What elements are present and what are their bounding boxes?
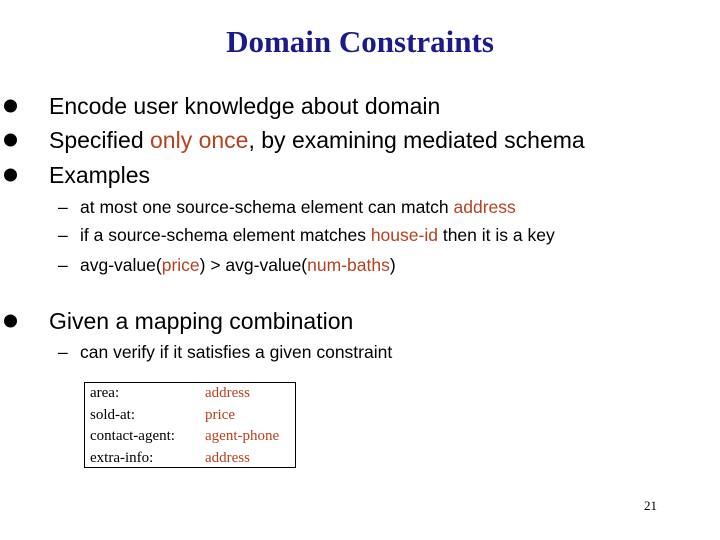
dash-marker: –: [58, 341, 68, 362]
mapping-source: sold-at:: [90, 406, 135, 423]
slide-title: Domain Constraints: [226, 24, 494, 59]
mapping-source: contact-agent:: [90, 428, 175, 444]
mapping-row: [85, 405, 295, 427]
mapping-combination-box: [84, 382, 296, 468]
bullet-dot-icon: [4, 100, 17, 113]
bullet-text: Encode user knowledge about domain: [49, 92, 441, 119]
example-text: at most one source-schema element can match address: [80, 196, 516, 217]
bullet-dot-icon: [4, 315, 17, 328]
mapping-target: price: [205, 406, 235, 423]
dash-marker: –: [58, 254, 68, 275]
sub-text: can verify if it satisfies a given constraint: [80, 341, 393, 362]
mapping-source: area:: [90, 385, 120, 401]
mapping-row: [85, 426, 295, 448]
mapping-target: address: [205, 449, 250, 466]
highlight-only-once: only once: [150, 126, 249, 153]
mapping-target: agent-phone: [205, 428, 280, 444]
dash-marker: –: [58, 224, 68, 245]
dash-marker: –: [58, 196, 68, 217]
bullet-text: Examples: [49, 161, 150, 188]
example-text: if a source-schema element matches house-id then it is a key: [80, 224, 555, 245]
mapping-row: [85, 383, 295, 405]
mapping-source: extra-info:: [90, 449, 154, 466]
example-text: avg-value(price) > avg-value(num-baths): [80, 254, 396, 275]
bullet-dot-icon: [4, 134, 17, 147]
bullet-text: Specified only once, by examining mediated schema: [49, 126, 585, 153]
page-number: 21: [644, 498, 657, 513]
mapping-row: [85, 448, 295, 470]
bullet-text: Given a mapping combination: [49, 307, 354, 334]
mapping-target: address: [205, 385, 250, 401]
bullet-dot-icon: [4, 169, 17, 182]
